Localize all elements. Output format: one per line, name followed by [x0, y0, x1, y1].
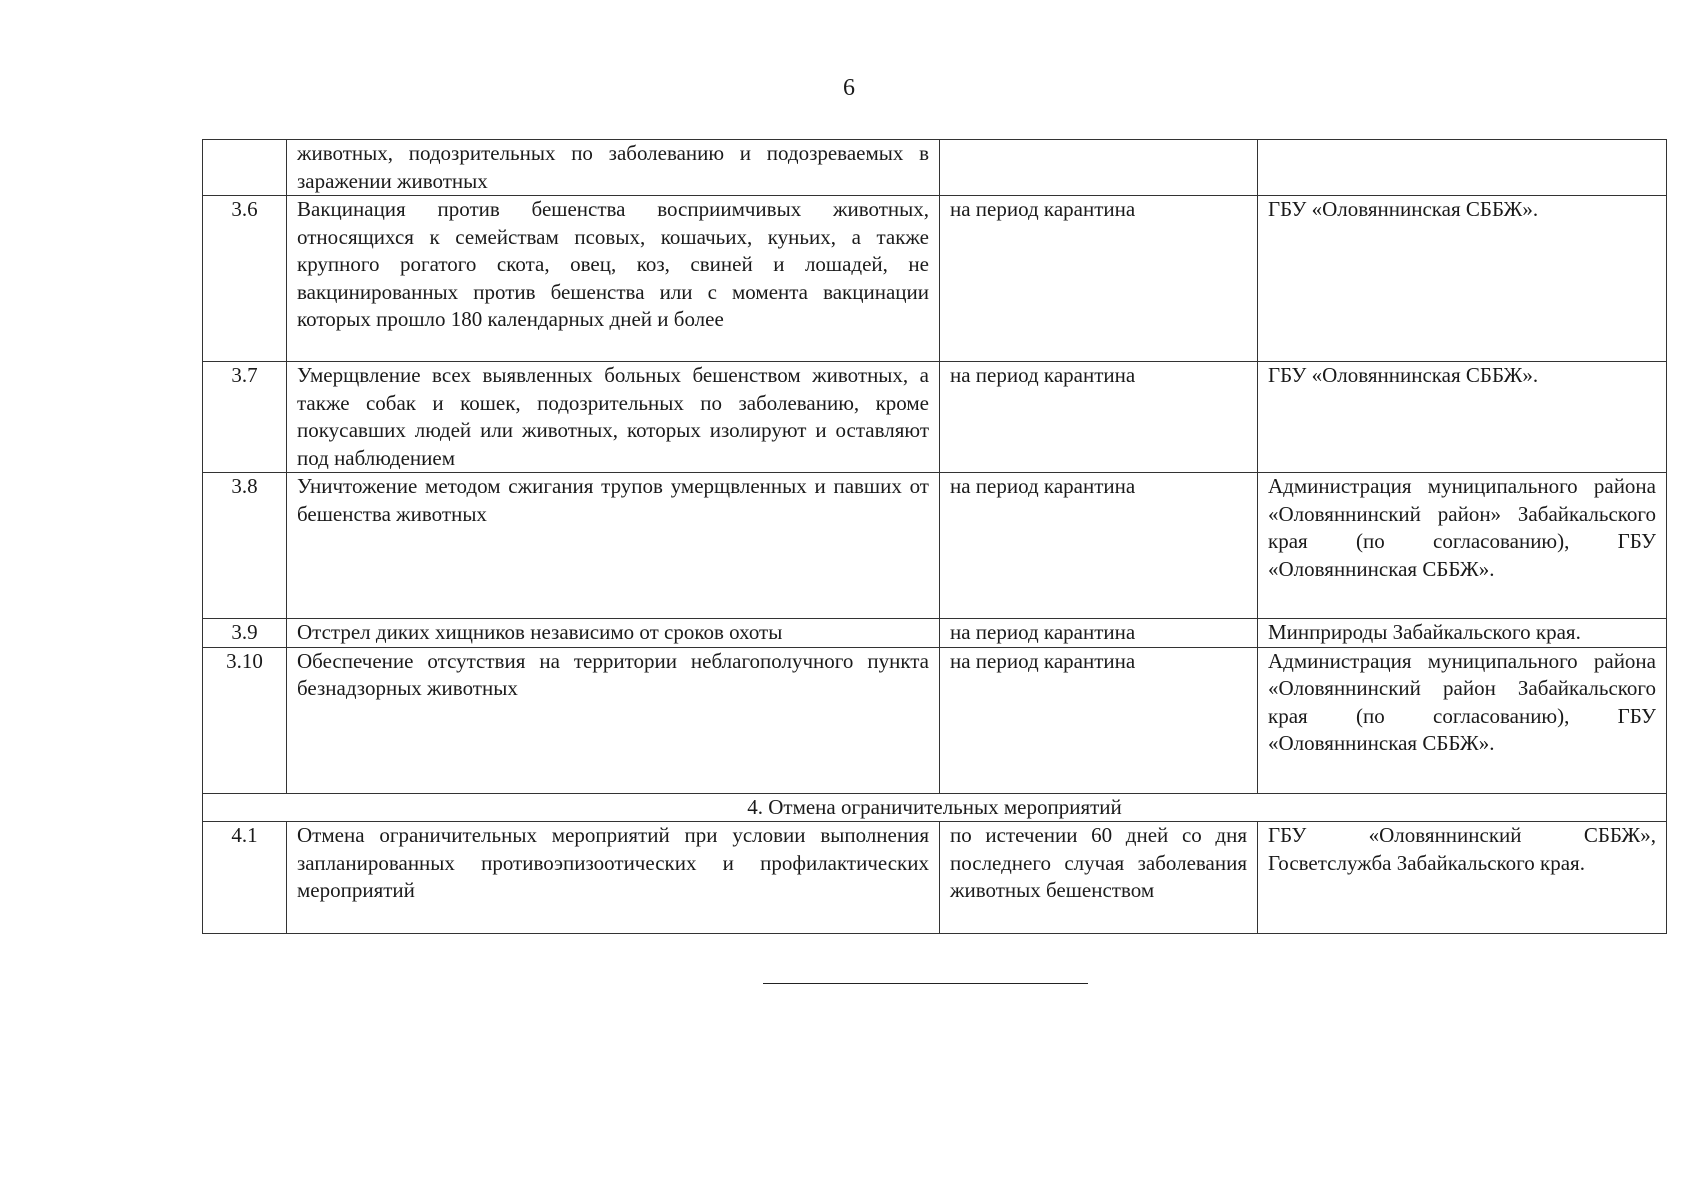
measure-text: Отмена ограничительных мероприятий при условии выполнения запланированных противоэпизоотических и профилактических мероприятий	[287, 822, 940, 934]
row-number: 3.7	[203, 362, 287, 473]
measure-text: Обеспечение отсутствия на территории неблагополучного пункта безнадзорных животных	[287, 647, 940, 793]
measure-text: Уничтожение методом сжигания трупов умерщвленных и павших от бешенства животных	[287, 473, 940, 619]
row-number: 3.8	[203, 473, 287, 619]
measure-term: на период карантина	[940, 473, 1258, 619]
table-row	[203, 619, 1667, 648]
measure-text: Вакцинация против бешенства восприимчивых животных, относящихся к семействам псовых, кошачьих, куньих, а также крупного рогатого скота, овец, коз, свиней и лошадей, не вакцинированных против бешенства или с момента вакцинации которых прошло 180 календарных дней и более	[287, 196, 940, 362]
measure-text: животных, подозрительных по заболеванию и подозреваемых в заражении животных	[287, 140, 940, 196]
measure-responsible	[1258, 140, 1667, 196]
measure-responsible: ГБУ «Оловяннинская СББЖ».	[1258, 362, 1667, 473]
table-row	[203, 140, 1667, 196]
measure-term: на период карантина	[940, 196, 1258, 362]
measure-responsible: ГБУ «Оловяннинский СББЖ», Госветслужба Забайкальского края.	[1258, 822, 1667, 934]
measure-responsible: ГБУ «Оловяннинская СББЖ».	[1258, 196, 1667, 362]
measure-term: на период карантина	[940, 619, 1258, 648]
measure-term: на период карантина	[940, 362, 1258, 473]
row-number	[203, 140, 287, 196]
row-number: 3.9	[203, 619, 287, 648]
measure-text: Отстрел диких хищников независимо от сроков охоты	[287, 619, 940, 648]
table-row	[203, 647, 1667, 793]
row-number: 4.1	[203, 822, 287, 934]
measure-term	[940, 140, 1258, 196]
table-row	[203, 822, 1667, 934]
row-number: 3.6	[203, 196, 287, 362]
measure-responsible: Администрация муниципального района «Оловяннинский район» Забайкальского края (по согласованию), ГБУ «Оловяннинская СББЖ».	[1258, 473, 1667, 619]
measure-responsible: Минприроды Забайкальского края.	[1258, 619, 1667, 648]
row-number: 3.10	[203, 647, 287, 793]
page-number: 6	[843, 75, 855, 101]
measure-text: Умерщвление всех выявленных больных бешенством животных, а также собак и кошек, подозрительных по заболеванию, кроме покусавших людей или животных, которых изолируют и оставляют под наблюдением	[287, 362, 940, 473]
table-row	[203, 473, 1667, 619]
section-title: 4. Отмена ограничительных мероприятий	[203, 793, 1667, 822]
measure-term: на период карантина	[940, 647, 1258, 793]
table-row	[203, 196, 1667, 362]
measure-responsible: Администрация муниципального района «Оловяннинский район Забайкальского края (по согласованию), ГБУ «Оловяннинская СББЖ».	[1258, 647, 1667, 793]
measure-term: по истечении 60 дней со дня последнего случая заболевания животных бешенством	[940, 822, 1258, 934]
table-row	[203, 362, 1667, 473]
measures-table	[202, 139, 1667, 934]
section-header-row	[203, 793, 1667, 822]
end-divider-line	[763, 983, 1088, 984]
